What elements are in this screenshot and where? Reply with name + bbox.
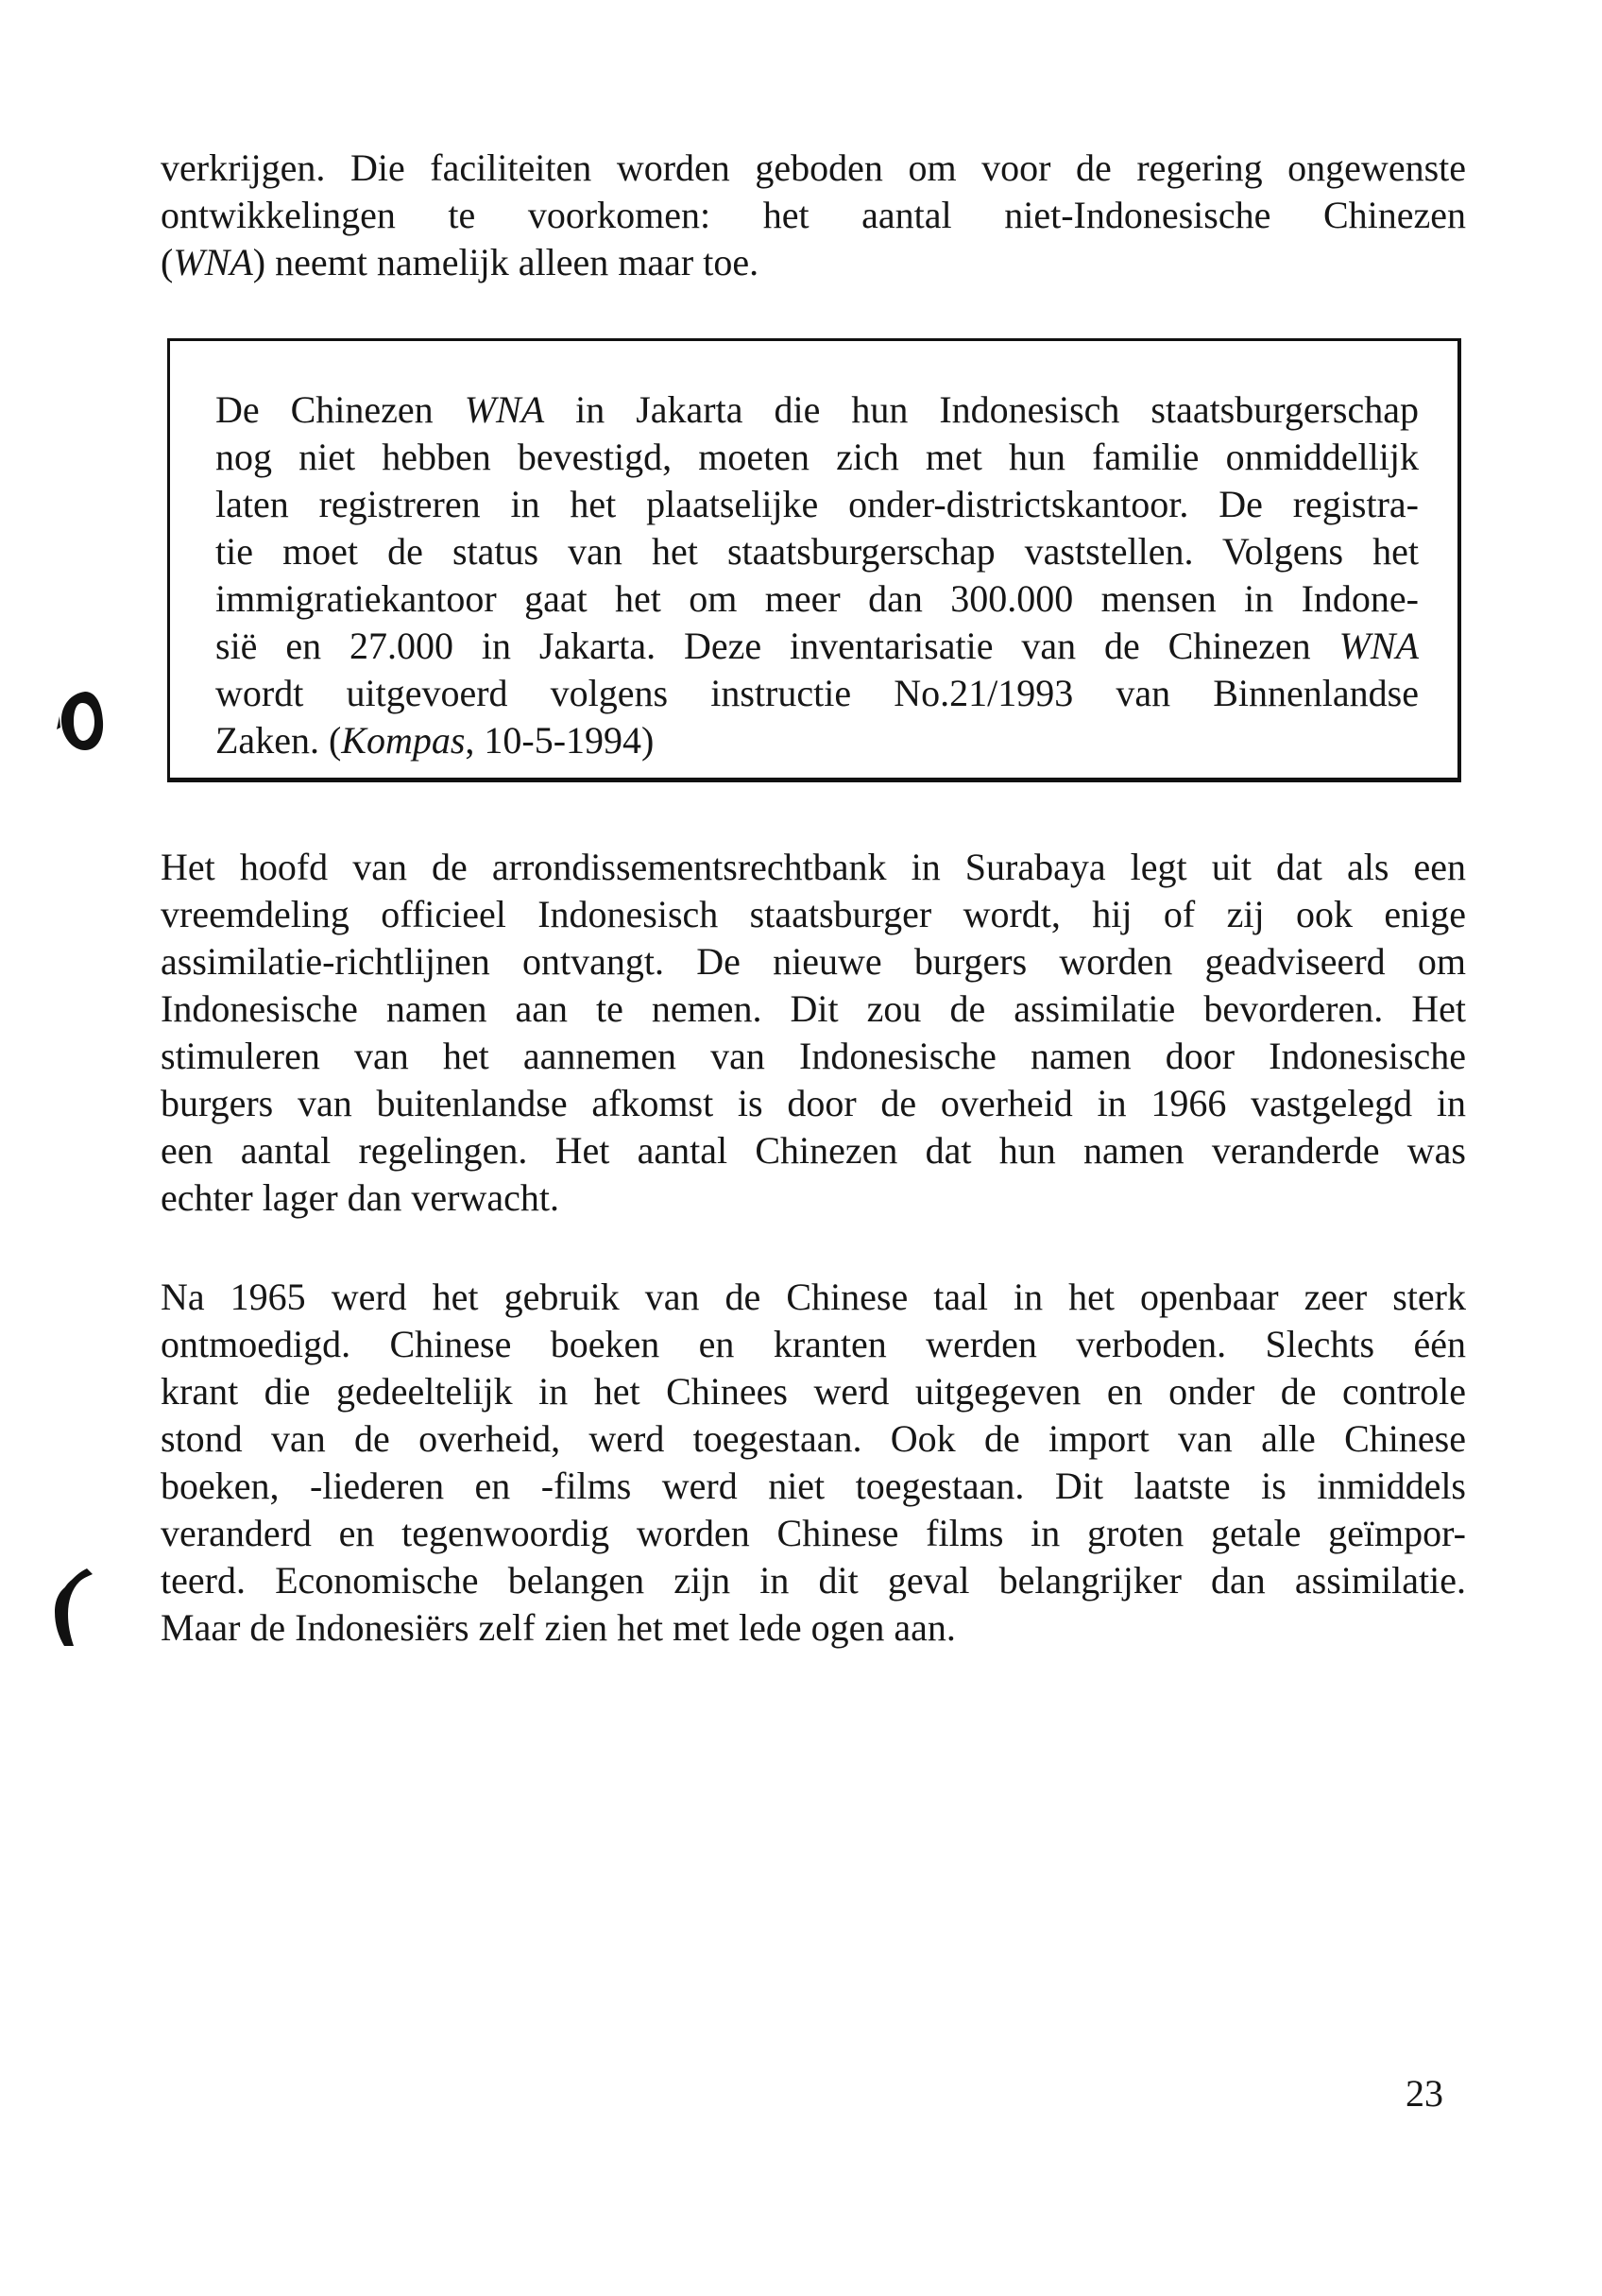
text-line: teerd. Economische belangen zijn in dit geval belangrijker dan assimilatie.: [161, 1559, 1466, 1602]
quote-line: laten registreren in het plaatselijke onder-districtskantoor. De registra-: [215, 483, 1419, 525]
text-line: stond van de overheid, werd toegestaan. Ook de import van alle Chinese: [161, 1417, 1466, 1460]
text-fragment: Zaken. (: [215, 719, 342, 762]
italic-source-kompas: Kompas: [341, 719, 466, 762]
text-line: Indonesische namen aan te nemen. Dit zou de assimilatie bevorderen. Het: [161, 987, 1466, 1030]
text-line: verkrijgen. Die faciliteiten worden geboden om voor de regering ongewenste: [161, 146, 1466, 189]
text-fragment: , 10-5-1994): [465, 719, 655, 762]
quote-text: [215, 386, 1419, 764]
text-line: burgers van buitenlandse afkomst is door de overheid in 1966 vastgelegd in: [161, 1082, 1466, 1124]
punch-hole-mark-icon: [57, 688, 106, 754]
text-line: Maar de Indonesiërs zelf zien het met lede ogen aan.: [161, 1606, 956, 1649]
text-line: krant die gedeeltelijk in het Chinees werd uitgegeven en onder de controle: [161, 1370, 1466, 1413]
text-line: echter lager dan verwacht.: [161, 1176, 559, 1219]
text-fragment: sië en 27.000 in Jakarta. Deze inventarisatie van de Chinezen: [215, 625, 1339, 667]
paragraph-intro: [161, 145, 1466, 286]
text-line: vreemdeling officieel Indonesisch staatsburger wordt, hij of zij ook enige: [161, 893, 1466, 935]
quote-box: [167, 338, 1461, 782]
text-fragment: in Jakarta die hun Indonesisch staatsburgerschap: [544, 388, 1419, 431]
paragraph-chinese-language: [161, 1274, 1466, 1652]
text-fragment: (: [161, 241, 174, 283]
italic-term-wna: WNA: [1338, 625, 1419, 667]
italic-term-wna: WNA: [464, 388, 545, 431]
paragraph-surabaya: [161, 844, 1466, 1222]
text-fragment: ) neemt namelijk alleen maar toe.: [252, 241, 759, 283]
page-number: 23: [1406, 2072, 1443, 2115]
text-fragment: De Chinezen: [215, 388, 465, 431]
text-line: stimuleren van het aannemen van Indonesische namen door Indonesische: [161, 1035, 1466, 1077]
text-line: een aantal regelingen. Het aantal Chinezen dat hun namen veranderde was: [161, 1129, 1466, 1172]
text-line: ontwikkelingen te voorkomen: het aantal niet-Indonesische Chinezen: [161, 194, 1466, 236]
quote-line: immigratiekantoor gaat het om meer dan 300.000 mensen in Indone-: [215, 577, 1419, 620]
text-line: ontmoedigd. Chinese boeken en kranten werden verboden. Slechts één: [161, 1323, 1466, 1365]
italic-term-wna: WNA: [173, 241, 253, 283]
quote-line: [215, 623, 1419, 670]
quote-line: tie moet de status van het staatsburgerschap vaststellen. Volgens het: [215, 530, 1419, 573]
text-line: Het hoofd van de arrondissementsrechtbank in Surabaya legt uit dat als een: [161, 846, 1466, 888]
text-line: assimilatie-richtlijnen ontvangt. De nieuwe burgers worden geadviseerd om: [161, 940, 1466, 983]
punch-hole-mark-icon: [51, 1567, 94, 1648]
quote-line: wordt uitgevoerd volgens instructie No.21/1993 van Binnenlandse: [215, 672, 1419, 714]
quote-line: nog niet hebben bevestigd, moeten zich met hun familie onmiddellijk: [215, 436, 1419, 478]
text-line: boeken, -liederen en -films werd niet toegestaan. Dit laatste is inmiddels: [161, 1465, 1466, 1507]
quote-line: [215, 386, 1419, 434]
text-line: veranderd en tegenwoordig worden Chinese films in groten getale geïmpor-: [161, 1512, 1466, 1554]
quote-line: [215, 717, 1419, 764]
text-line: [161, 239, 1466, 286]
text-line: Na 1965 werd het gebruik van de Chinese taal in het openbaar zeer sterk: [161, 1276, 1466, 1318]
